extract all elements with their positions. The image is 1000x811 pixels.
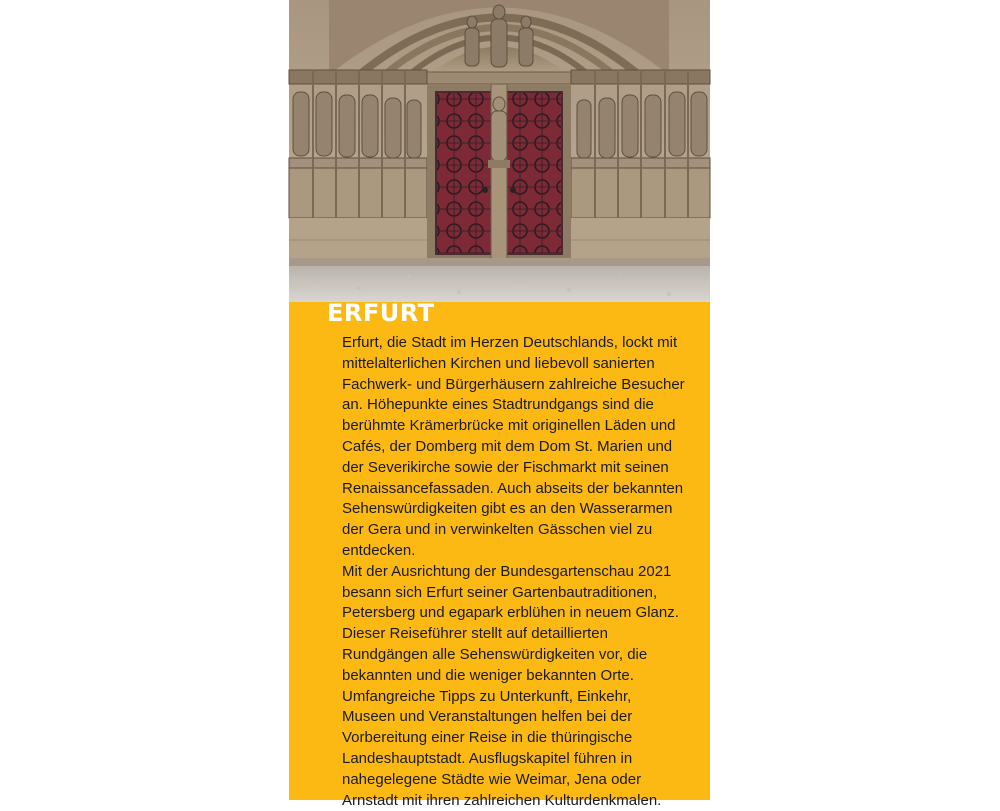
book-cover [289, 0, 710, 809]
city-title: ERFURT [327, 299, 435, 327]
description-text [342, 333, 687, 811]
text-line: Museen und Veranstaltungen helfen bei der [342, 708, 633, 726]
text-line: nahegelegene Städte wie Weimar, Jena oder [342, 770, 642, 788]
text-line: bekannten und die weniger bekannten Orte. [342, 666, 634, 684]
text-line: berühmte Krämerbrücke mit originellen Läden und [342, 417, 676, 435]
text-line: Petersberg und egapark erblühen in neuem Glanz. [342, 604, 679, 622]
text-line: Cafés, der Domberg mit dem Dom St. Marien und [342, 437, 673, 455]
text-line: besann sich Erfurt seiner Gartenbautraditionen, [342, 583, 658, 601]
cathedral-portal-photo [289, 0, 710, 302]
text-line: Landeshauptstadt. Ausflugskapitel führen in [342, 749, 633, 767]
text-line: Erfurt, die Stadt im Herzen Deutschlands, lockt mit [342, 334, 678, 351]
text-line: Dieser Reiseführer stellt auf detaillierten [342, 625, 608, 643]
text-line: Renaissancefassaden. Auch abseits der bekannten [342, 479, 684, 497]
text-line: Rundgängen alle Sehenswürdigkeiten vor, die [342, 645, 648, 663]
text-line: mittelalterlichen Kirchen und liebevoll sanierten [342, 354, 655, 372]
text-line: an. Höhepunkte eines Stadtrundgangs sind die [342, 396, 654, 414]
text-line: Umfangreiche Tipps zu Unterkunft, Einkehr, [342, 687, 632, 705]
text-line: Mit der Ausrichtung der Bundesgartenschau 2021 [342, 562, 672, 580]
text-line: entdecken. [342, 541, 416, 559]
text-line: der Severikirche sowie der Fischmarkt mit seinen [342, 458, 669, 476]
text-line: Fachwerk- und Bürgerhäusern zahlreiche Besucher [342, 375, 685, 393]
text-line: der Gera und in verwinkelten Gässchen viel zu [342, 521, 653, 539]
text-line: Vorbereitung einer Reise in die thüringische [342, 729, 633, 747]
text-line: Arnstadt mit ihren zahlreichen Kulturdenkmalen. [342, 791, 662, 809]
text-line: Sehenswürdigkeiten gibt es an den Wasserarmen [342, 500, 673, 518]
